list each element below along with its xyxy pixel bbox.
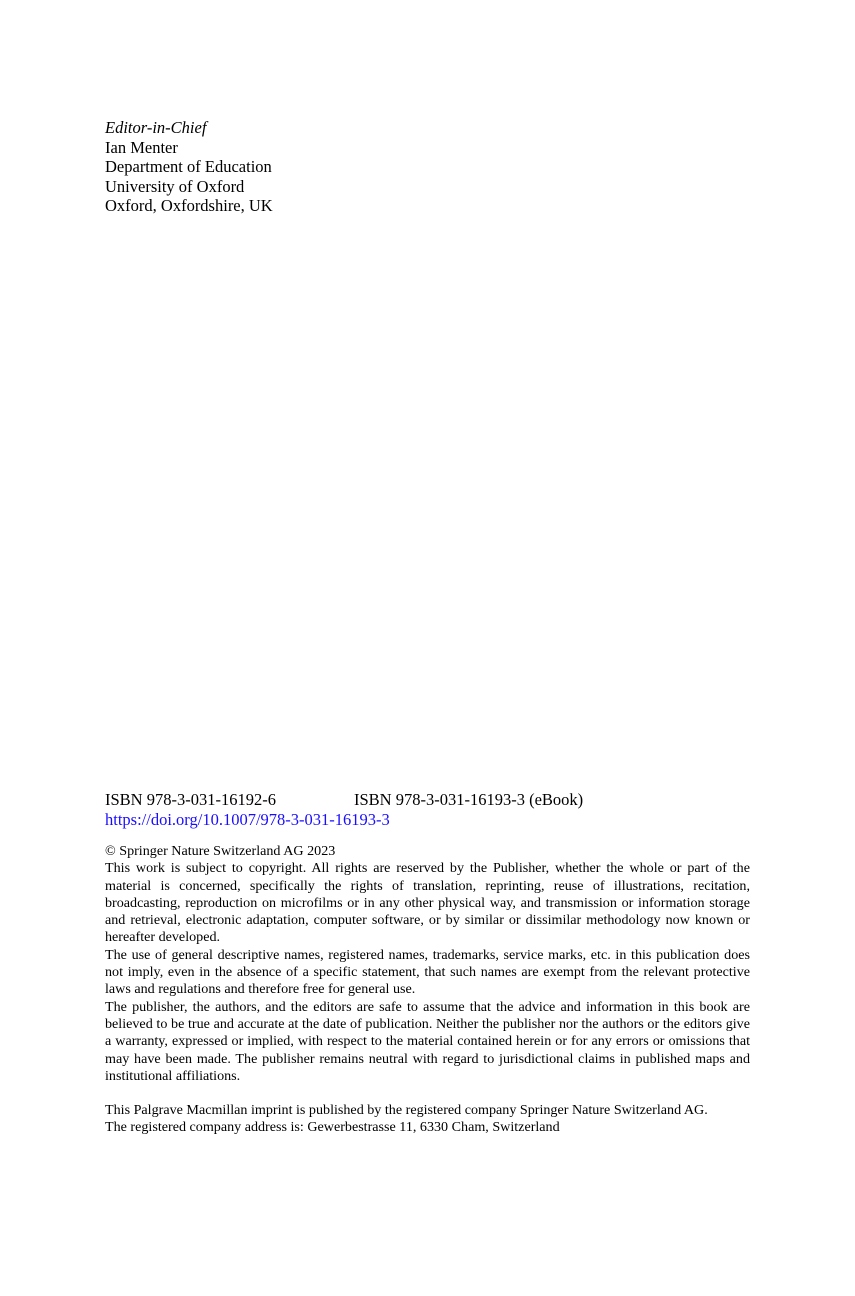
- imprint-address: The registered company address is: Gewerbestrasse 11, 6330 Cham, Switzerland: [105, 1119, 560, 1136]
- editor-block: [105, 118, 505, 216]
- names-paragraph: The use of general descriptive names, registered names, trademarks, service marks, etc. in this publication does not imply, even in the absence of a specific statement, that such names are exempt from the relevant protective laws and regulations and therefore free for general use.: [105, 946, 750, 998]
- doi-link[interactable]: https://doi.org/10.1007/978-3-031-16193-3: [105, 809, 390, 829]
- editor-location: Oxford, Oxfordshire, UK: [105, 196, 273, 216]
- imprint-page-details: [105, 790, 750, 1137]
- disclaimer-paragraph: The publisher, the authors, and the editors are safe to assume that the advice and information in this book are believed to be true and accurate at the date of publication. Neither the publisher nor the authors or the editors give a warranty, expressed or implied, with respect to the material contained herein or for any errors or omissions that may have been made. The publisher remains neutral with regard to jurisdictional claims in published maps and institutional affiliations.: [105, 998, 750, 1084]
- legal-notice: [105, 843, 750, 1085]
- imprint-statement: [105, 1102, 750, 1137]
- rights-paragraph: This work is subject to copyright. All rights are reserved by the Publisher, whether the whole or part of the material is concerned, specifically the rights of translation, reprinting, reuse of illustrations, recitation, broadcasting, reproduction on microfilms or in any other physical way, and transmission or information storage and retrieval, electronic adaptation, computer software, or by similar or dissimilar methodology now known or hereafter developed.: [105, 860, 750, 946]
- copyright-line: © Springer Nature Switzerland AG 2023: [105, 843, 336, 859]
- imprint-company: This Palgrave Macmillan imprint is published by the registered company Springer Nature Switzerland AG.: [105, 1102, 708, 1119]
- editor-university: University of Oxford: [105, 176, 245, 196]
- isbn-row: [105, 790, 750, 810]
- isbn-print: ISBN 978-3-031-16192-6: [105, 790, 276, 809]
- isbn-ebook: ISBN 978-3-031-16193-3 (eBook): [354, 790, 584, 809]
- editor-role: Editor-in-Chief: [105, 118, 207, 137]
- editor-department: Department of Education: [105, 157, 272, 177]
- editor-name: Ian Menter: [105, 137, 178, 157]
